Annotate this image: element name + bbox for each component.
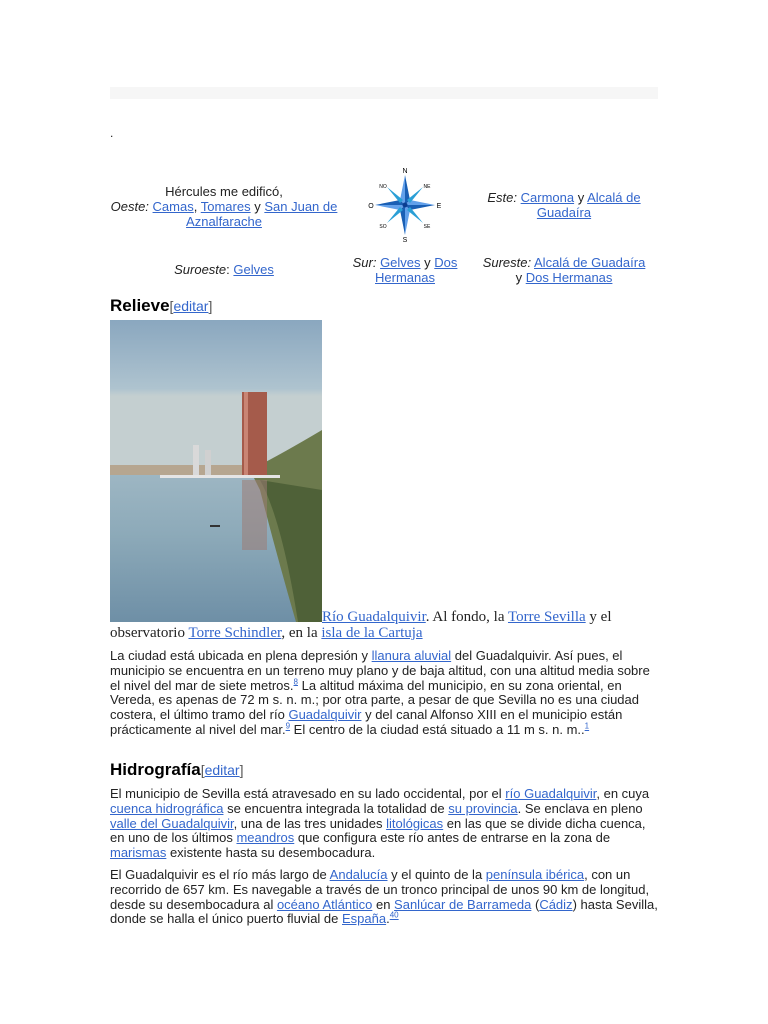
link-isla-de-la-cartuja[interactable]: isla de la Cartuja	[321, 625, 423, 641]
neighbor-east: Este: Carmona y Alcalá de Guadaíra	[487, 190, 641, 220]
link-marismas[interactable]: marismas	[110, 845, 167, 861]
stray-dot: .	[110, 126, 114, 140]
reference-link[interactable]: 40	[389, 911, 399, 921]
svg-text:O: O	[368, 203, 374, 210]
edit-section-relieve: [editar]	[169, 298, 213, 314]
neighbor-southwest: Suroeste: Gelves	[174, 262, 274, 277]
top-bar	[110, 87, 658, 99]
compass-rose-icon	[348, 166, 462, 244]
link-dos-hermanas[interactable]: Dos Hermanas	[525, 270, 613, 285]
section-heading-hidrografia: Hidrografía[editar]	[110, 760, 244, 779]
direction-label-east: Este:	[487, 190, 517, 205]
paragraph-hidrografia-1: El municipio de Sevilla está atravesado en su lado occidental, por el río Guadalquivir, en cuya cuenca hidrográfica se encuentra integrada la totalidad de su provincia. Se enclava en pleno valle del Guadalquivir, una de las tres unidades litológicas en las que se divide dicha cuenca, en uno de los últimos meandros que configura este río antes de entrarse en la zona de marismas existente hasta su desembocadura.	[110, 786, 650, 861]
svg-text:NO: NO	[379, 184, 387, 190]
link-carmona[interactable]: Carmona	[520, 190, 575, 205]
link-meandros[interactable]: meandros	[236, 830, 295, 846]
guadalquivir-photo[interactable]	[110, 320, 322, 622]
link-su-provincia[interactable]: su provincia	[448, 800, 518, 816]
link-llanura-aluvial[interactable]: llanura aluvial	[371, 648, 452, 663]
svg-text:SE: SE	[423, 224, 431, 230]
river-photo-image	[110, 320, 322, 622]
link-oceano-atlantico[interactable]: océano Atlántico	[276, 896, 373, 912]
neighbor-west-motto: Hércules me edificó,	[165, 184, 283, 199]
direction-label-southeast: Sureste:	[482, 255, 532, 270]
reference-link[interactable]: 8	[293, 677, 298, 687]
link-alcala-de-guadaira[interactable]: Alcalá de Guadaíra	[536, 190, 641, 220]
link-valle-del-guadalquivir[interactable]: valle del Guadalquivir	[110, 815, 234, 831]
direction-label-west: Oeste:	[110, 199, 149, 214]
svg-text:E: E	[436, 203, 442, 210]
link-rio-guadalquivir[interactable]: río Guadalquivir	[505, 786, 597, 801]
link-san-juan-de-aznalfarache[interactable]: San Juan de Aznalfarache	[186, 199, 338, 229]
svg-text:SO: SO	[379, 224, 387, 230]
paragraph-hidrografia-2: El Guadalquivir es el río más largo de Andalucía y el quinto de la península ibérica, con un recorrido de 657 km. Es navegable a través de un tronco principal de unos 90 km de longitud, desde su desembocadura al océano Atlántico en Sanlúcar de Barrameda (Cádiz) hasta Sevilla, donde se halla el único puerto fluvial de España.$^{40}$	[110, 867, 658, 927]
direction-label-southwest: Suroeste	[174, 262, 227, 277]
svg-text:NE: NE	[423, 184, 431, 190]
link-cadiz[interactable]: Cádiz	[539, 896, 573, 912]
paragraph-relieve: La ciudad está ubicada en plena depresión y llanura aluvial del Guadalquivir. Así pues, el municipio se encuentra en un terreno muy plano y de baja altitud, con una altitud media sobre el nivel del mar de siete metros.$^8$ La altitud máxima del municipio, en su zona oriental, en Vereda, es apenas de 72 m s. n. m.; por otra parte, a pesar de que Sevilla no es una ciudad costera, el último tramo del río Guadalquivir y del canal Alfonso XIII en el municipio están prácticamente al nivel del mar.$^9$ El centro de la ciudad está situado a 11 m s. n. m..$^1$	[110, 648, 650, 737]
section-heading-relieve: Relieve[editar]	[110, 296, 213, 315]
link-alcala-de-guadaira[interactable]: Alcalá de Guadaíra	[534, 255, 646, 270]
edit-link[interactable]: editar	[173, 298, 209, 314]
link-litologicas[interactable]: litológicas	[386, 815, 444, 831]
svg-text:S: S	[402, 237, 408, 244]
link-peninsula-iberica[interactable]: península ibérica	[485, 867, 585, 882]
photo-caption: Río Guadalquivir. Al fondo, la Torre Sevilla y el observatorio Torre Schindler, en la isla de la Cartuja	[110, 609, 612, 641]
edit-link[interactable]: editar	[204, 762, 240, 778]
link-andalucia[interactable]: Andalucía	[329, 867, 388, 882]
neighbor-southeast: Sureste: Alcalá de Guadaíra y Dos Hermanas	[482, 255, 646, 285]
link-torre-sevilla[interactable]: Torre Sevilla	[507, 609, 586, 625]
direction-label-south: Sur:	[352, 255, 377, 270]
edit-section-hidrografia: [editar]	[200, 762, 244, 778]
link-torre-schindler[interactable]: Torre Schindler	[188, 625, 282, 641]
link-dos-hermanas[interactable]: Dos Hermanas	[375, 255, 458, 285]
link-guadalquivir[interactable]: Guadalquivir	[288, 707, 362, 723]
link-gelves[interactable]: Gelves	[380, 255, 421, 270]
svg-text:N: N	[402, 168, 408, 175]
reference-link[interactable]: 9	[285, 721, 291, 731]
link-camas[interactable]: Camas	[152, 199, 194, 214]
compass-rose	[348, 166, 462, 244]
link-sanlucar-de-barrameda[interactable]: Sanlúcar de Barrameda	[394, 896, 532, 912]
reference-link[interactable]: 1	[584, 721, 590, 731]
link-gelves[interactable]: Gelves	[233, 262, 274, 277]
neighbor-west: Hércules me edificó, Oeste: Camas, Tomares y San Juan de Aznalfarache	[110, 184, 338, 229]
link-rio-guadalquivir[interactable]: Río Guadalquivir	[322, 609, 426, 625]
neighbor-south: Sur: Gelves y Dos Hermanas	[352, 255, 458, 285]
link-espana[interactable]: España	[342, 911, 387, 927]
neighbors-table	[110, 166, 658, 290]
link-tomares[interactable]: Tomares	[200, 199, 251, 214]
link-cuenca-hidrografica[interactable]: cuenca hidrográfica	[110, 800, 224, 816]
